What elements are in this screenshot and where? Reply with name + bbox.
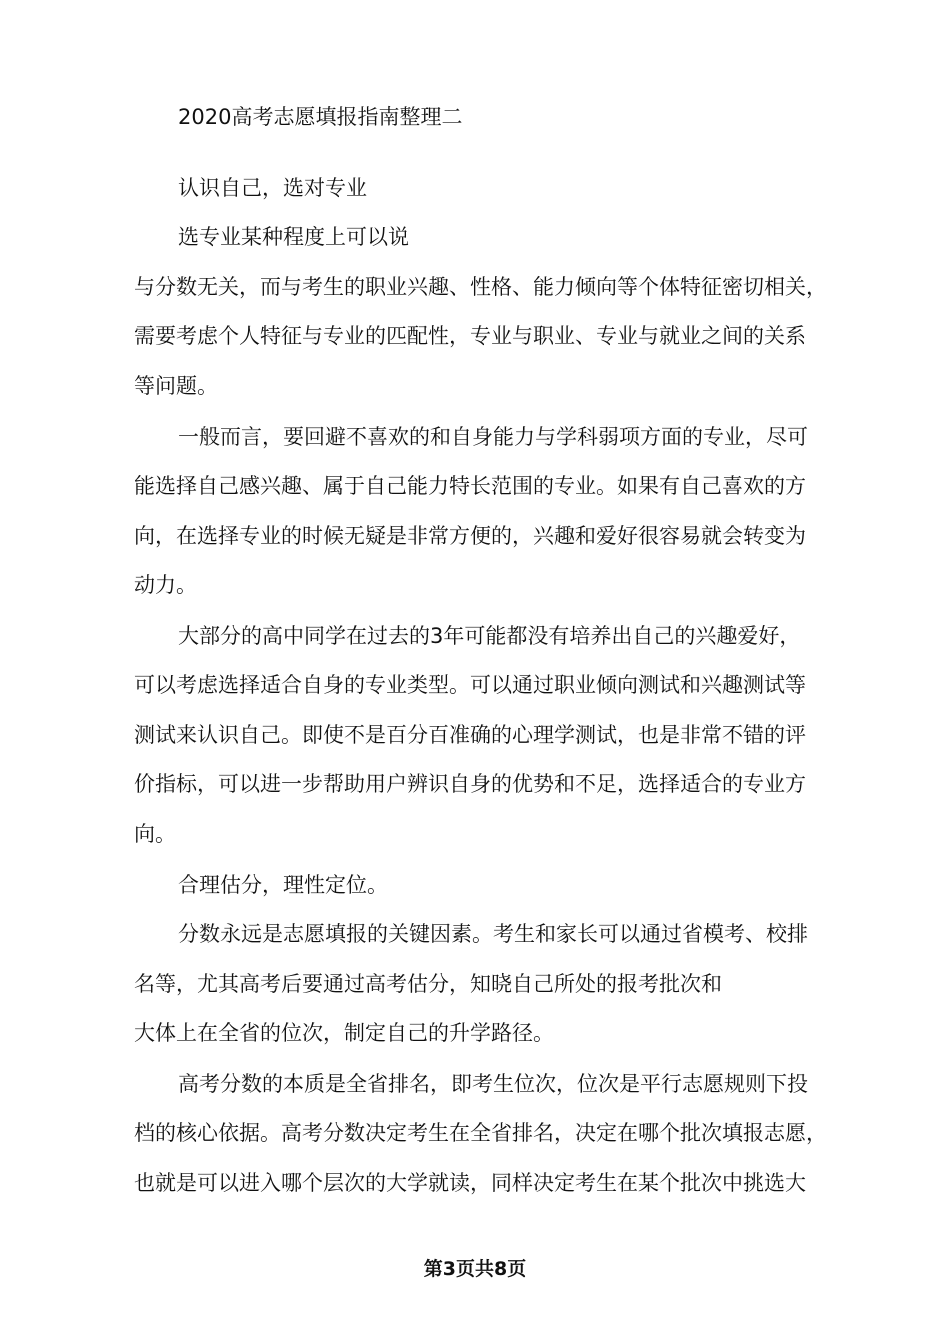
paragraph-line: 等问题。	[134, 374, 218, 398]
paragraph-line: 价指标，可以进一步帮助用户辨识自身的优势和不足，选择适合的专业方	[134, 772, 806, 796]
paragraph-line: 向。	[134, 822, 176, 846]
paragraph-line: 分数永远是志愿填报的关键因素。考生和家长可以通过省模考、校排	[178, 922, 808, 946]
paragraph-line: 档的核心依据。高考分数决定考生在全省排名，决定在哪个批次填报志愿，	[134, 1121, 827, 1145]
paragraph-line: 名等，尤其高考后要通过高考估分，知晓自己所处的报考批次和	[134, 972, 722, 996]
paragraph-line: 也就是可以进入哪个层次的大学就读，同样决定考生在某个批次中挑选大	[134, 1171, 806, 1195]
paragraph-line: 测试来认识自己。即使不是百分百准确的心理学测试，也是非常不错的评	[134, 723, 806, 747]
paragraph-line: 选专业某种程度上可以说	[178, 225, 409, 249]
paragraph-line: 一般而言，要回避不喜欢的和自身能力与学科弱项方面的专业，尽可	[178, 425, 808, 449]
paragraph-line: 高考分数的本质是全省排名，即考生位次，位次是平行志愿规则下投	[178, 1072, 808, 1096]
paragraph-line: 动力。	[134, 573, 197, 597]
paragraph-line: 大体上在全省的位次，制定自己的升学路径。	[134, 1021, 554, 1045]
section-heading: 认识自己，选对专业	[178, 176, 367, 200]
paragraph-line: 需要考虑个人特征与专业的匹配性，专业与职业、专业与就业之间的关系	[134, 324, 806, 348]
paragraph-line: 可以考虑选择适合自身的专业类型。可以通过职业倾向测试和兴趣测试等	[134, 673, 806, 697]
paragraph-line: 向，在选择专业的时候无疑是非常方便的，兴趣和爱好很容易就会转变为	[134, 524, 806, 548]
paragraph-line: 大部分的高中同学在过去的3年可能都没有培养出自己的兴趣爱好，	[178, 624, 801, 648]
document-title: 2020高考志愿填报指南整理二	[178, 105, 463, 129]
paragraph-line: 能选择自己感兴趣、属于自己能力特长范围的专业。如果有自己喜欢的方	[134, 474, 806, 498]
page-number: 第3页共8页	[423, 1258, 527, 1280]
section-heading: 合理估分，理性定位。	[178, 873, 388, 897]
paragraph-line: 与分数无关，而与考生的职业兴趣、性格、能力倾向等个体特征密切相关，	[134, 275, 827, 299]
